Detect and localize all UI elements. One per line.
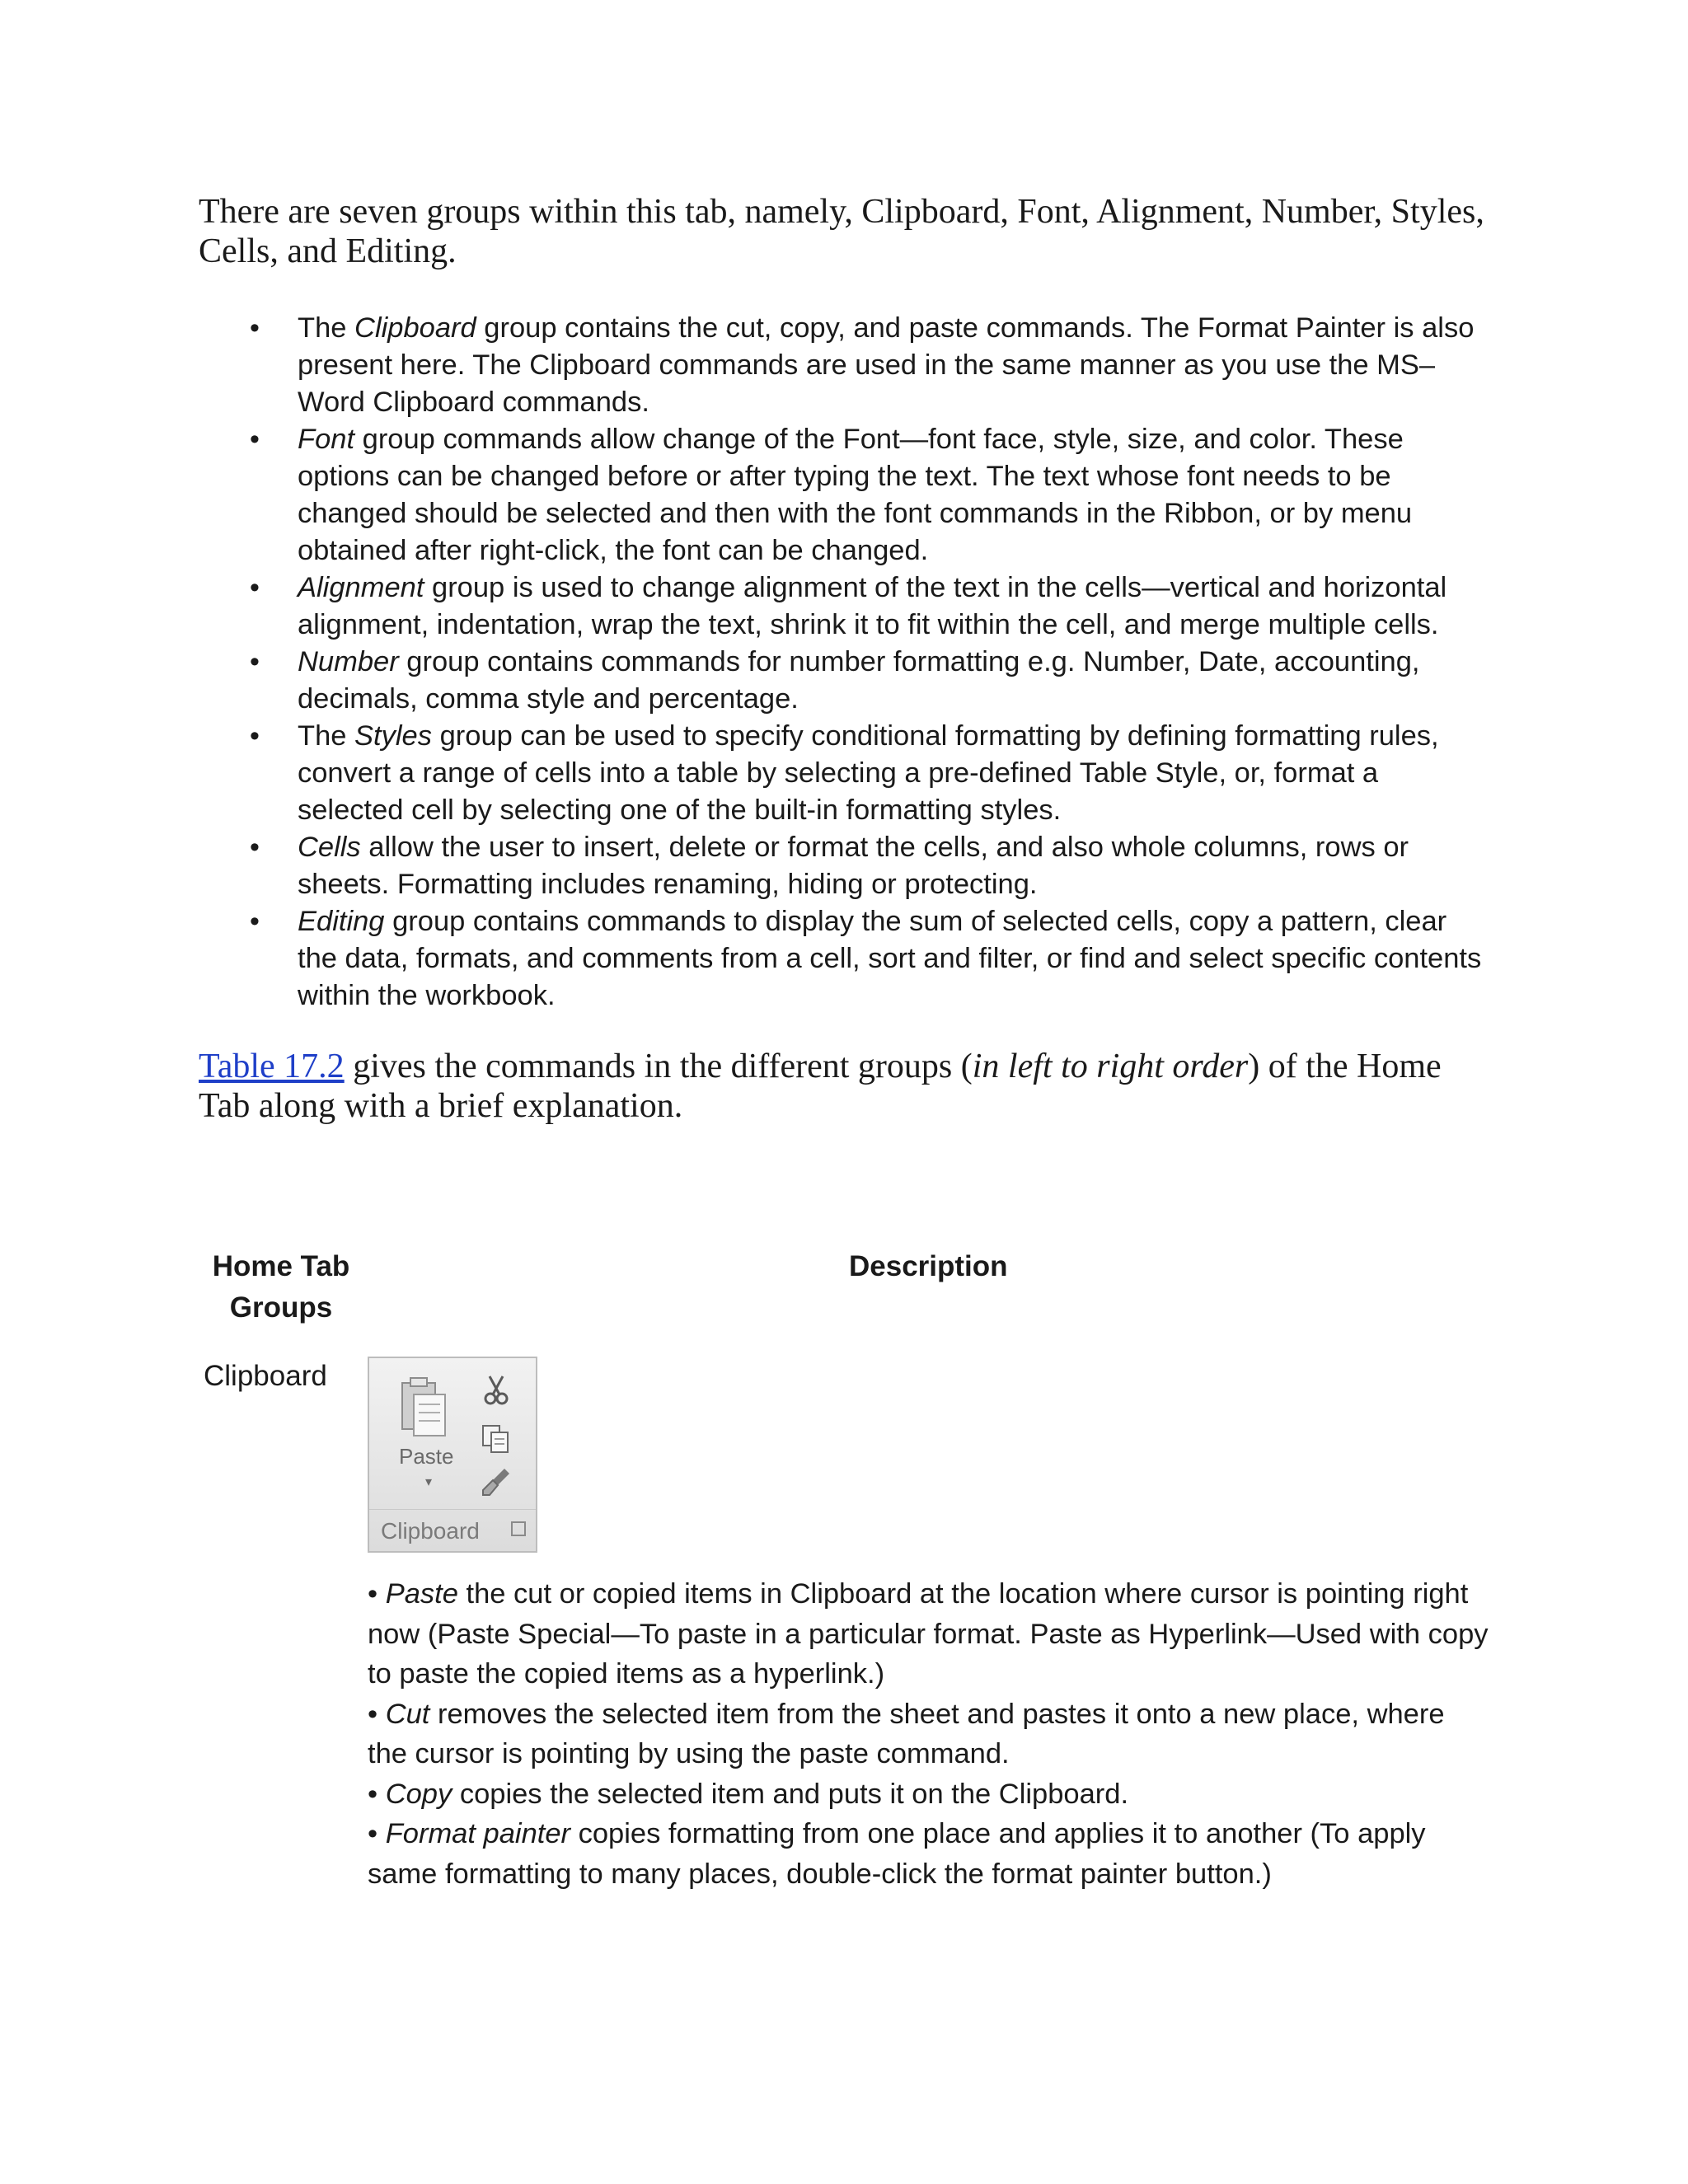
- bullet-marker: •: [250, 646, 260, 677]
- column-header-description: Description: [849, 1250, 1008, 1282]
- bullet-marker: •: [250, 906, 260, 937]
- bullet-marker: •: [368, 1698, 378, 1730]
- group-term: Number: [298, 646, 399, 677]
- bullet-marker: •: [368, 1778, 378, 1810]
- list-item: • The Clipboard group contains the cut, copy, and paste commands. The Format Painter is also present here. The Clipboard commands are used in the same manner as you use the MS–Word Clipboard commands.: [298, 310, 1484, 421]
- list-item: • Alignment group is used to change alignment of the text in the cells—vertical and horizontal alignment, indentation, wrap the text, shrink it to fit within the cell, and merge multiple cells.: [298, 569, 1484, 644]
- group-term: Editing: [298, 906, 385, 937]
- order-note: in left to right order: [972, 1047, 1249, 1085]
- bullet-marker: •: [250, 832, 260, 863]
- group-term: Styles: [354, 720, 432, 752]
- bullet-marker: •: [368, 1818, 378, 1849]
- list-item: • The Styles group can be used to specify conditional formatting by defining formatting rules, convert a range of cells into a table by selecting a pre-defined Table Style, or, format a selected cell by selecting one of the built-in formatting styles.: [298, 718, 1484, 829]
- chevron-down-icon: ▾: [425, 1475, 433, 1489]
- list-item: • Font group commands allow change of the Font—font face, style, size, and color. These options can be changed before or after typing the text. The text whose font needs to be changed should be selected and then with the font commands in the Ribbon, or by menu obtained after right-click, the font can be changed.: [298, 421, 1484, 569]
- paste-label: Paste: [399, 1444, 454, 1469]
- clipboard-group-label: Clipboard: [381, 1518, 480, 1544]
- groups-bullet-list: [250, 310, 1484, 1015]
- clipboard-description: [368, 1574, 1489, 1894]
- intro-paragraph: There are seven groups within this tab, namely, Clipboard, Font, Alignment, Number, Styles, Cells, and Editing.: [199, 193, 1484, 270]
- format-painter-icon: [480, 1465, 513, 1498]
- paste-icon: [399, 1375, 448, 1441]
- description-item: • Format painter copies formatting from one place and applies it to another (To apply same formatting to many places, double-click the format painter button.): [368, 1818, 1426, 1890]
- table-reference-paragraph: Table 17.2 gives the commands in the different groups (in left to right order) of the Home Tab along with a brief explanation.: [199, 1047, 1442, 1125]
- description-item: • Cut removes the selected item from the sheet and pastes it onto a new place, where the cursor is pointing by using the paste command.: [368, 1698, 1445, 1769]
- description-item: • Copy copies the selected item and puts it on the Clipboard.: [368, 1778, 1129, 1810]
- group-term: Clipboard: [354, 312, 476, 344]
- list-item: • Number group contains commands for number formatting e.g. Number, Date, accounting, decimals, comma style and percentage.: [298, 644, 1484, 718]
- column-header-groups: Home Tab Groups: [212, 1250, 350, 1324]
- command-term: Format painter: [385, 1818, 571, 1849]
- clipboard-ribbon-image: [368, 1357, 537, 1553]
- command-term: Copy: [385, 1778, 452, 1810]
- cut-icon: [480, 1373, 513, 1406]
- group-term: Alignment: [298, 572, 424, 603]
- group-term: Cells: [298, 832, 361, 863]
- bullet-marker: •: [250, 312, 260, 344]
- copy-icon: [480, 1422, 513, 1455]
- list-item: • Cells allow the user to insert, delete or format the cells, and also whole columns, rows or sheets. Formatting includes renaming, hiding or protecting.: [298, 829, 1484, 903]
- group-term: Font: [298, 424, 355, 455]
- ribbon-group-footer: [369, 1509, 536, 1551]
- bullet-marker: •: [250, 424, 260, 455]
- dialog-launcher-icon: [511, 1521, 526, 1536]
- description-item: • Paste the cut or copied items in Clipboard at the location where cursor is pointing right now (Paste Special—To paste in a particular format. Paste as Hyperlink—Used with copy to paste the copied items as a hyperlink.): [368, 1578, 1489, 1690]
- command-term: Cut: [385, 1698, 430, 1730]
- bullet-marker: •: [368, 1578, 378, 1610]
- table-17-2-link[interactable]: Table 17.2: [199, 1047, 345, 1085]
- list-item: • Editing group contains commands to display the sum of selected cells, copy a pattern, clear the data, formats, and comments from a cell, sort and filter, or find and select specific contents within the workbook.: [298, 903, 1484, 1015]
- bullet-marker: •: [250, 720, 260, 752]
- group-name-clipboard: Clipboard: [204, 1360, 327, 1392]
- command-term: Paste: [385, 1578, 458, 1610]
- bullet-marker: •: [250, 572, 260, 603]
